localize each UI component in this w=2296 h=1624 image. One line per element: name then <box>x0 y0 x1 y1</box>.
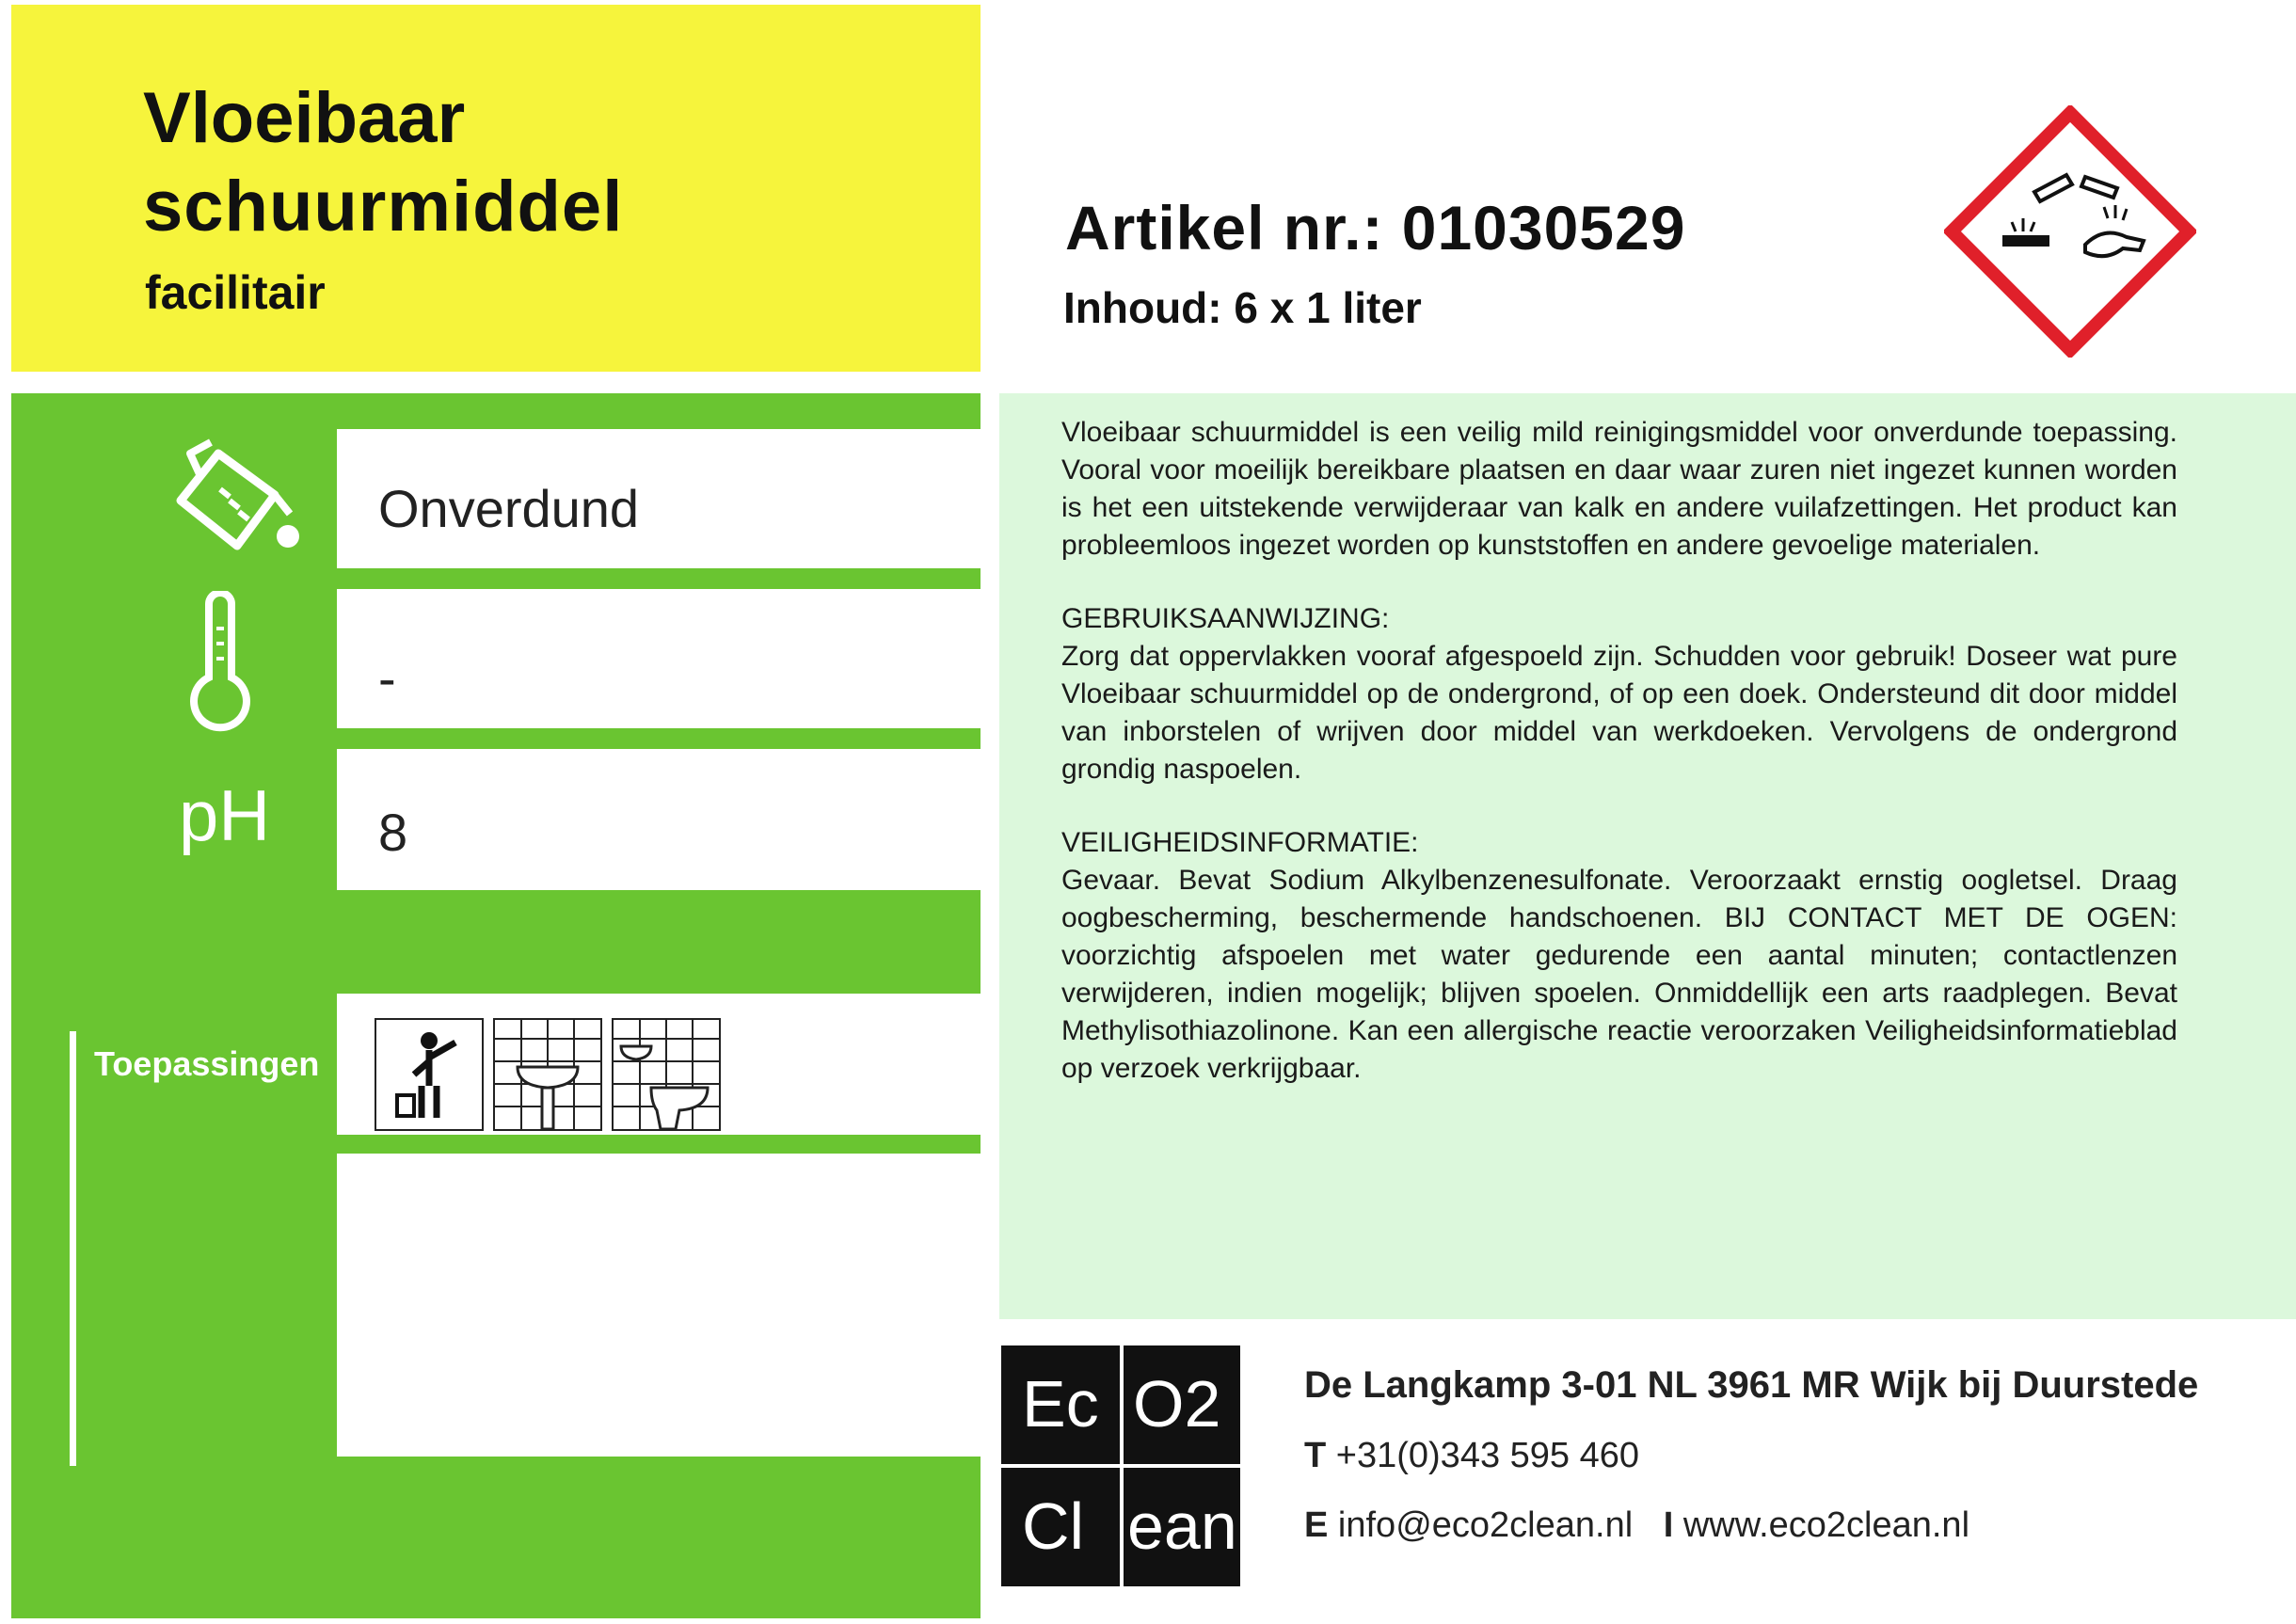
usage-text: Zorg dat oppervlakken vooraf afgespoeld zijn. Schudden voor gebruik! Doseer wat pure Vloeibaar schuurmiddel op de ondergrond, of op een doek. Ondersteund dit door middel van inborstelen of wrijven door middel van werkdoeken. Vervolgens de ondergrond grondig naspoelen. <box>1061 641 2177 785</box>
product-category: facilitair <box>145 266 326 319</box>
eco2clean-logo <box>1001 1345 1240 1586</box>
email-address: info@eco2clean.nl <box>1337 1505 1634 1545</box>
article-number: Artikel nr.: 01030529 <box>1065 193 1686 263</box>
cleaner-person-icon <box>375 1018 484 1131</box>
empty-row <box>337 1154 981 1457</box>
content-quantity: Inhoud: 6 x 1 liter <box>1063 283 1422 332</box>
ph-label: pH <box>179 776 271 856</box>
usage-header: GEBRUIKSAANWIJZING: <box>1061 603 1390 634</box>
applications-divider <box>70 1031 76 1466</box>
company-address: De Langkamp 3-01 NL 3961 MR Wijk bij Duurstede <box>1304 1364 2199 1406</box>
phone-number: +31(0)343 595 460 <box>1335 1436 1640 1475</box>
corrosive-hazard-icon <box>1944 105 2196 358</box>
applications-label: Toepassingen <box>94 1044 320 1083</box>
logo-part-o2: O2 <box>1133 1367 1221 1441</box>
toilet-tiles-icon <box>612 1018 721 1131</box>
description-intro: Vloeibaar schuurmiddel is een veilig mild reinigingsmiddel voor onverdunde toepassing. Vooral voor moeilijk bereikbare plaatsen en daar waar zuren niet ingezet kunnen worden is het een uitstekende verwijderaar van kalk en andere vuilafzettingen. Het product kan probleemloos ingezet worden op kunststoffen en andere gevoelige materialen. <box>1061 417 2177 561</box>
safety-header: VEILIGHEIDSINFORMATIE: <box>1061 827 1419 858</box>
sink-tiles-icon <box>493 1018 602 1131</box>
ph-value: 8 <box>378 803 408 862</box>
logo-part-cl: Cl <box>1022 1489 1085 1563</box>
ph-row <box>337 749 981 890</box>
phone-prefix: T <box>1304 1436 1327 1475</box>
safety-text: Gevaar. Bevat Sodium Alkylbenzenesulfonate. Veroorzaakt ernstig oogletsel. Draag oogbescherming, beschermende handschoenen. BIJ CONTACT MET DE OGEN: voorzichtig afspoelen met water gedurende een aantal minuten; contactlenzen verwijderen, indien mogelijk; blijven spoelen. Onmiddellijk een arts raadplegen. Bevat Methylisothiazolinone. Kan een allergische reactie veroorzaken Veiligheidsinformatieblad op verzoek verkrijgbaar. <box>1061 865 2177 1084</box>
website: www.eco2clean.nl <box>1682 1505 1970 1545</box>
temperature-row <box>337 589 981 728</box>
email-web-line <box>1304 1505 1969 1546</box>
thermometer-icon <box>184 591 256 732</box>
product-name-line2: schuurmiddel <box>143 167 624 247</box>
pouring-jug-icon <box>162 435 303 557</box>
logo-part-ec: Ec <box>1022 1367 1099 1441</box>
logo-part-ean: ean <box>1127 1489 1237 1563</box>
web-prefix: I <box>1663 1505 1674 1545</box>
product-name-line1: Vloeibaar <box>143 78 466 158</box>
phone-line <box>1304 1436 1639 1476</box>
temperature-value: - <box>378 648 396 708</box>
description-text <box>1061 414 2177 1123</box>
email-prefix: E <box>1304 1505 1329 1545</box>
dilution-value: Onverdund <box>378 479 640 538</box>
